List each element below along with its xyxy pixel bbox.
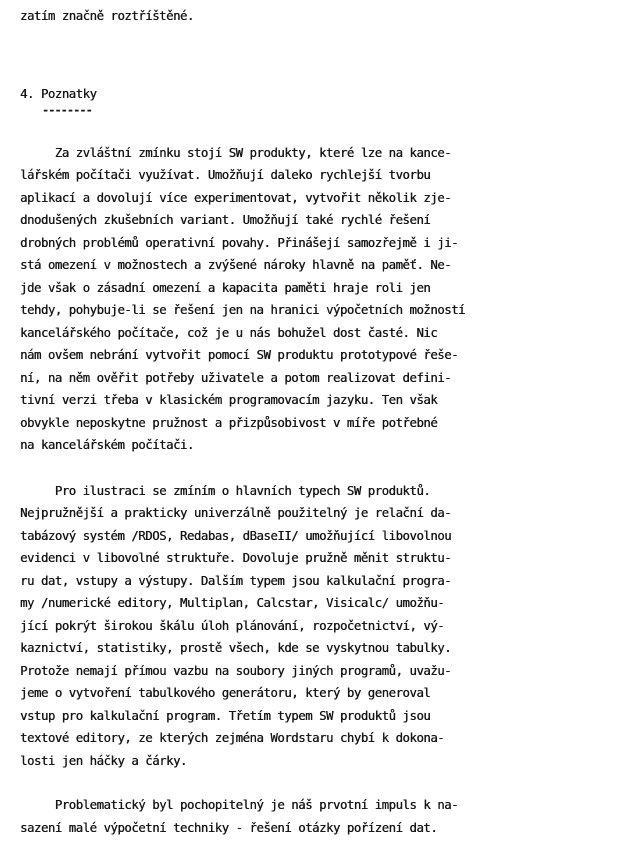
text-line: textové editory, ze kterých zejména Wordstaru chybí k dokona-	[20, 731, 445, 745]
text-line: jeme o vytvoření tabulkového generátoru, který by generoval	[20, 686, 431, 700]
text-line: kancelářského počítače, což je u nás bohužel dost časté. Nic	[20, 326, 438, 340]
text-line: evidenci v libovolné struktuře. Dovoluje pružně měnit struktu-	[20, 551, 452, 565]
continuation-line: zatím značně roztříštěné.	[20, 9, 194, 23]
text-line: ní, na něm ověřit potřeby uživatele a potom realizovat defini-	[20, 371, 452, 385]
text-line: sazení malé výpočetní techniky - řešení otázky pořízení dat.	[20, 821, 438, 835]
text-line: lářském počítači využívat. Umožňují daleko rychlejší tvorbu	[20, 168, 431, 182]
text-line: jde však o zásadní omezení a kapacita paměti hraje roli jen	[20, 281, 431, 295]
text-line: Protože nemají přímou vazbu na soubory jiných programů, uvažu-	[20, 664, 452, 678]
text-line: losti jen háčky a čárky.	[20, 754, 187, 768]
text-line: tabázový systém /RDOS, Redabas, dBaseII/ umožňující libovolnou	[20, 529, 452, 543]
heading-underline: --------	[42, 103, 92, 117]
text-line: aplikací a dovolují více experimentovat, vytvořit několik zje-	[20, 191, 452, 205]
text-line: tivní verzi třeba v klasickém programovacím jazyku. Ten však	[20, 393, 438, 407]
text-line: dnodušených zkušebních variant. Umožňují také rychlé řešení	[20, 213, 431, 227]
text-line: Nejpružnější a prakticky univerzálně použitelný je relační da-	[20, 506, 452, 520]
text-line: na kancelářském počítači.	[20, 438, 194, 452]
text-line: obvykle neposkytne pružnost a přizpůsobivost v míře potřebné	[20, 416, 438, 430]
text-line: kaznictví, statistiky, prostě všech, kde se vyskytnou tabulky.	[20, 641, 452, 655]
text-line: ru dat, vstupy a výstupy. Dalším typem jsou kalkulační progra-	[20, 574, 452, 588]
text-line: my /numerické editory, Multiplan, Calcstar, Visicalc/ umožňu-	[20, 596, 445, 610]
text-line: drobných problémů operativní povahy. Přinášejí samozřejmě i ji-	[20, 236, 459, 250]
text-line: stá omezení v možnostech a zvýšené nároky hlavně na paměť. Ne-	[20, 258, 452, 272]
text-line: Za zvláštní zmínku stojí SW produkty, které lze na kance-	[20, 146, 452, 160]
text-line: Pro ilustraci se zmíním o hlavních typech SW produktů.	[20, 484, 431, 498]
text-line: vstup pro kalkulační program. Třetím typem SW produktů jsou	[20, 709, 431, 723]
text-line: jící pokrýt širokou škálu úloh plánování, rozpočetnictví, vý-	[20, 619, 445, 633]
text-line: Problematický byl pochopitelný je náš prvotní impuls k na-	[20, 798, 459, 812]
text-line: tehdy, pohybuje-li se řešení jen na hranici výpočetních možností	[20, 303, 466, 317]
text-line: nám ovšem nebrání vytvořit pomocí SW produktu prototypové řeše-	[20, 348, 459, 362]
section-heading: 4. Poznatky	[20, 87, 97, 101]
